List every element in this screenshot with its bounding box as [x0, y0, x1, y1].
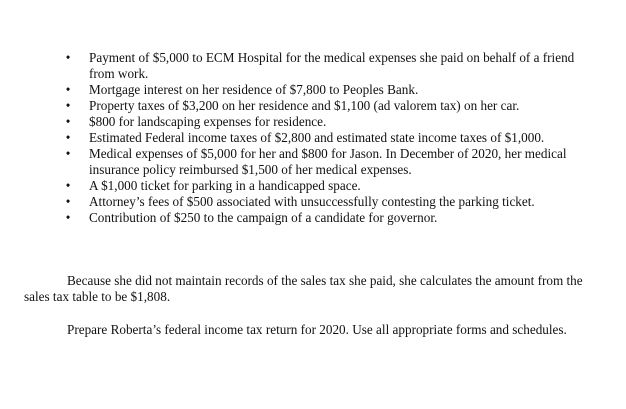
list-item-text: Medical expenses of $5,000 for her and $800 for Jason. In December of 2020, her medical insurance policy reimbursed $1,500 of her medical expenses. [89, 146, 567, 177]
list-item [0, 98, 589, 114]
list-item-text: Estimated Federal income taxes of $2,800 and estimated state income taxes of $1,000. [89, 130, 545, 145]
list-item-text: Property taxes of $3,200 on her residence and $1,100 (ad valorem tax) on her car. [89, 98, 520, 113]
bullet-icon: • [65, 82, 71, 97]
list-item [0, 50, 589, 82]
bullet-icon: • [65, 210, 71, 225]
bullet-icon: • [65, 146, 71, 161]
list-item-text: Payment of $5,000 to ECM Hospital for the medical expenses she paid on behalf of a friend from work. [89, 50, 575, 81]
list-item [0, 194, 589, 210]
bullet-icon: • [65, 130, 71, 145]
list-item-text: Attorney’s fees of $500 associated with unsuccessfully contesting the parking ticket. [89, 194, 535, 209]
list-item-text: A $1,000 ticket for parking in a handicapped space. [89, 178, 361, 193]
bullet-icon: • [65, 178, 71, 193]
instruction-paragraph: Prepare Roberta’s federal income tax return for 2020. Use all appropriate forms and schedules. [67, 322, 567, 337]
bullet-icon: • [65, 194, 71, 209]
list-item-text: $800 for landscaping expenses for residence. [89, 114, 327, 129]
sales-tax-paragraph: Because she did not maintain records of the sales tax she paid, she calculates the amount from the sales tax table to be $1,808. [24, 273, 583, 304]
list-item [0, 146, 589, 178]
list-item-text: Contribution of $250 to the campaign of a candidate for governor. [89, 210, 438, 225]
list-item [0, 114, 589, 130]
list-item [0, 210, 589, 226]
list-item-text: Mortgage interest on her residence of $7,800 to Peoples Bank. [89, 82, 419, 97]
bullet-icon: • [65, 98, 71, 113]
deduction-items-list [0, 50, 600, 226]
bullet-icon: • [65, 50, 71, 65]
list-item [0, 178, 589, 194]
list-item [0, 130, 589, 146]
list-item [0, 82, 589, 98]
bullet-icon: • [65, 114, 71, 129]
